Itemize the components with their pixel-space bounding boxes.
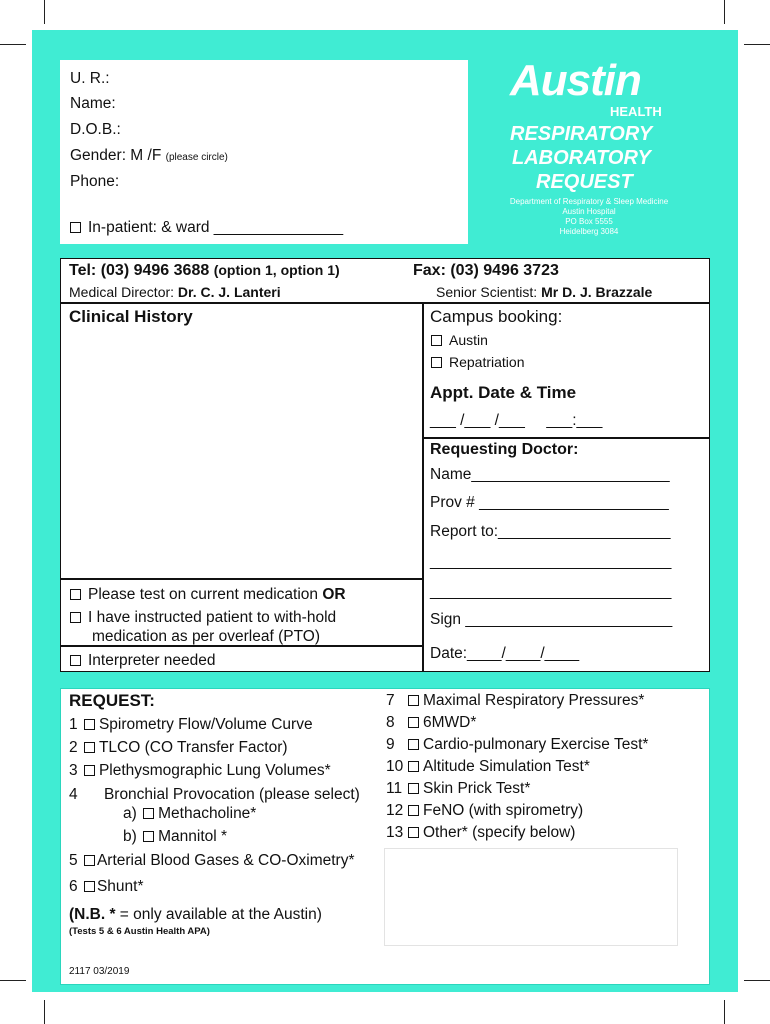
checkbox[interactable] [408, 739, 419, 750]
divider [60, 302, 710, 304]
campus-heading: Campus booking: [430, 307, 563, 326]
medical-director [69, 284, 281, 300]
request-item-8[interactable] [386, 714, 476, 732]
request-item-4b[interactable] [123, 828, 227, 846]
item-number: 7 [386, 692, 395, 709]
request-item-13[interactable] [386, 824, 575, 842]
checkbox[interactable] [408, 827, 419, 838]
medication-current-label: Please test on current medication [88, 586, 319, 603]
request-item-6[interactable] [69, 878, 143, 896]
item-number: 11 [386, 780, 403, 797]
item-label: Skin Prick Test* [423, 780, 531, 797]
request-item-1[interactable] [69, 716, 313, 734]
checkbox[interactable] [408, 695, 419, 706]
request-item-4a[interactable] [123, 805, 256, 823]
item-label: 6MWD* [423, 714, 477, 731]
item-label: Altitude Simulation Test* [423, 758, 590, 775]
crop-mark [0, 44, 26, 45]
withhold-label: I have instructed patient to with-hold [88, 609, 337, 626]
doctor-name-field[interactable]: Name_______________________ [430, 466, 670, 483]
address-line: Heidelberg 3084 [559, 227, 619, 236]
clinical-history-heading: Clinical History [69, 307, 193, 326]
checkbox[interactable] [84, 765, 95, 776]
title-line3: REQUEST [536, 171, 633, 193]
phone-field[interactable]: Phone: [70, 173, 120, 190]
item-number: 10 [386, 758, 404, 775]
dob-field[interactable]: D.O.B.: [70, 121, 121, 138]
item-label: Spirometry Flow/Volume Curve [98, 716, 313, 733]
interpreter-label: Interpreter needed [88, 652, 216, 669]
request-item-7[interactable] [386, 692, 644, 710]
appt-heading: Appt. Date & Time [430, 383, 577, 402]
crop-mark [724, 1000, 725, 1024]
dept-address [476, 197, 702, 237]
item-number: 13 [386, 824, 404, 841]
checkbox[interactable] [143, 808, 154, 819]
divider [422, 302, 424, 672]
request-heading: REQUEST: [69, 691, 155, 710]
senior-scientist [436, 284, 652, 300]
request-item-12[interactable] [386, 802, 583, 820]
director-label: Medical Director: [69, 284, 175, 300]
item-number: 8 [386, 714, 395, 731]
repatriation-label: Repatriation [449, 354, 525, 370]
inpatient-checkbox[interactable] [70, 222, 81, 233]
request-item-3[interactable] [69, 762, 331, 780]
address-line: Austin Hospital [562, 207, 616, 216]
item-number: 5 [69, 852, 78, 869]
interpreter-option[interactable] [70, 652, 216, 670]
item-label: TLCO (CO Transfer Factor) [98, 739, 288, 756]
form-code: 2117 03/2019 [69, 966, 130, 977]
report-to-field[interactable]: Report to:____________________ [430, 523, 671, 540]
requesting-doctor-heading: Requesting Doctor: [430, 441, 579, 458]
request-item-4 [69, 786, 360, 804]
checkbox[interactable] [70, 655, 81, 666]
clinical-history-area[interactable] [64, 332, 418, 574]
health-label: HEALTH [610, 104, 662, 119]
checkbox[interactable] [84, 719, 95, 730]
mannitol-label: Mannitol * [158, 828, 228, 845]
sub-letter: a) [123, 805, 137, 822]
appt-date-time-field[interactable]: ___ /___ /___ ___:___ [430, 412, 603, 429]
signature-field[interactable]: Sign ________________________ [430, 611, 673, 628]
checkbox[interactable] [143, 831, 154, 842]
tel-number: Tel: (03) 9496 3688 [69, 262, 210, 279]
item-label: Arterial Blood Gases & CO-Oximetry* [96, 852, 355, 869]
crop-mark [724, 0, 725, 24]
other-specify-box[interactable] [384, 848, 678, 946]
medication-option-withhold[interactable] [70, 608, 336, 646]
inpatient-label: In-patient: & ward _______________ [88, 219, 344, 236]
director-name: Dr. C. J. Lanteri [177, 284, 281, 300]
report-to-line[interactable]: ____________________________ [430, 553, 672, 570]
item-label: Shunt* [96, 878, 144, 895]
tel-options: (option 1, option 1) [213, 262, 340, 278]
item-number: 3 [69, 762, 78, 779]
gender-note: (please circle) [165, 152, 228, 163]
methacholine-label: Methacholine* [158, 805, 257, 822]
gender-label: Gender: M /F [70, 147, 162, 164]
title-line1: RESPIRATORY [510, 123, 653, 145]
divider [422, 437, 710, 439]
checkbox[interactable] [431, 335, 442, 346]
item-label: Other* (specify below) [423, 824, 576, 841]
withhold-label-cont: medication as per overleaf (PTO) [92, 628, 321, 645]
report-to-line[interactable]: ____________________________ [430, 583, 672, 600]
provider-number-field[interactable]: Prov # ______________________ [430, 494, 669, 511]
checkbox[interactable] [84, 855, 95, 866]
or-label: OR [322, 586, 346, 603]
checkbox[interactable] [408, 783, 419, 794]
ur-field[interactable]: U. R.: [70, 70, 110, 87]
date-field[interactable]: Date:____/____/____ [430, 645, 580, 662]
divider [60, 578, 423, 580]
crop-mark [44, 1000, 45, 1024]
tel-label [69, 262, 340, 280]
address-line: PO Box 5555 [565, 217, 613, 226]
item-label: FeNO (with spirometry) [423, 802, 584, 819]
item-number: 12 [386, 802, 404, 819]
item-label: Plethysmographic Lung Volumes* [98, 762, 331, 779]
item-number: 9 [386, 736, 395, 753]
request-item-5[interactable] [69, 852, 354, 870]
checkbox[interactable] [70, 589, 81, 600]
item-number: 2 [69, 739, 78, 756]
address-line: Department of Respiratory & Sleep Medicine [509, 197, 669, 206]
inpatient-field[interactable] [70, 219, 343, 237]
item-number: 1 [69, 716, 78, 733]
item-label: Maximal Respiratory Pressures* [423, 692, 645, 709]
crop-mark [44, 0, 45, 24]
request-item-11[interactable] [386, 780, 530, 798]
nb-note [69, 906, 322, 924]
apa-note: (Tests 5 & 6 Austin Health APA) [69, 926, 210, 937]
checkbox[interactable] [408, 761, 419, 772]
title-line2: LABORATORY [512, 147, 651, 169]
scientist-name: Mr D. J. Brazzale [541, 284, 653, 300]
item-label: Cardio-pulmonary Exercise Test* [423, 736, 649, 753]
request-item-9[interactable] [386, 736, 648, 754]
checkbox[interactable] [431, 357, 442, 368]
nb-bold: (N.B. * [69, 906, 116, 923]
checkbox[interactable] [408, 717, 419, 728]
crop-mark [744, 44, 770, 45]
nb-rest: = only available at the Austin) [115, 906, 322, 923]
gender-field[interactable] [70, 147, 228, 165]
item-number: 6 [69, 878, 78, 895]
name-field[interactable]: Name: [70, 95, 116, 112]
item-number: 4 [69, 786, 78, 803]
checkbox[interactable] [408, 805, 419, 816]
fax-label: Fax: (03) 9496 3723 [413, 262, 559, 279]
austin-logo: Austin [510, 56, 641, 105]
scientist-label: Senior Scientist: [436, 284, 538, 300]
request-item-2[interactable] [69, 739, 288, 757]
item-label: Bronchial Provocation (please select) [103, 786, 360, 803]
medication-option-current[interactable] [70, 586, 346, 604]
sub-letter: b) [123, 828, 137, 845]
checkbox[interactable] [84, 742, 95, 753]
crop-mark [0, 980, 26, 981]
checkbox[interactable] [70, 612, 81, 623]
campus-option-repatriation[interactable] [431, 354, 525, 370]
crop-mark [744, 980, 770, 981]
request-item-10[interactable] [386, 758, 590, 776]
austin-label: Austin [449, 332, 488, 348]
checkbox[interactable] [84, 881, 95, 892]
campus-option-austin[interactable] [431, 332, 488, 348]
